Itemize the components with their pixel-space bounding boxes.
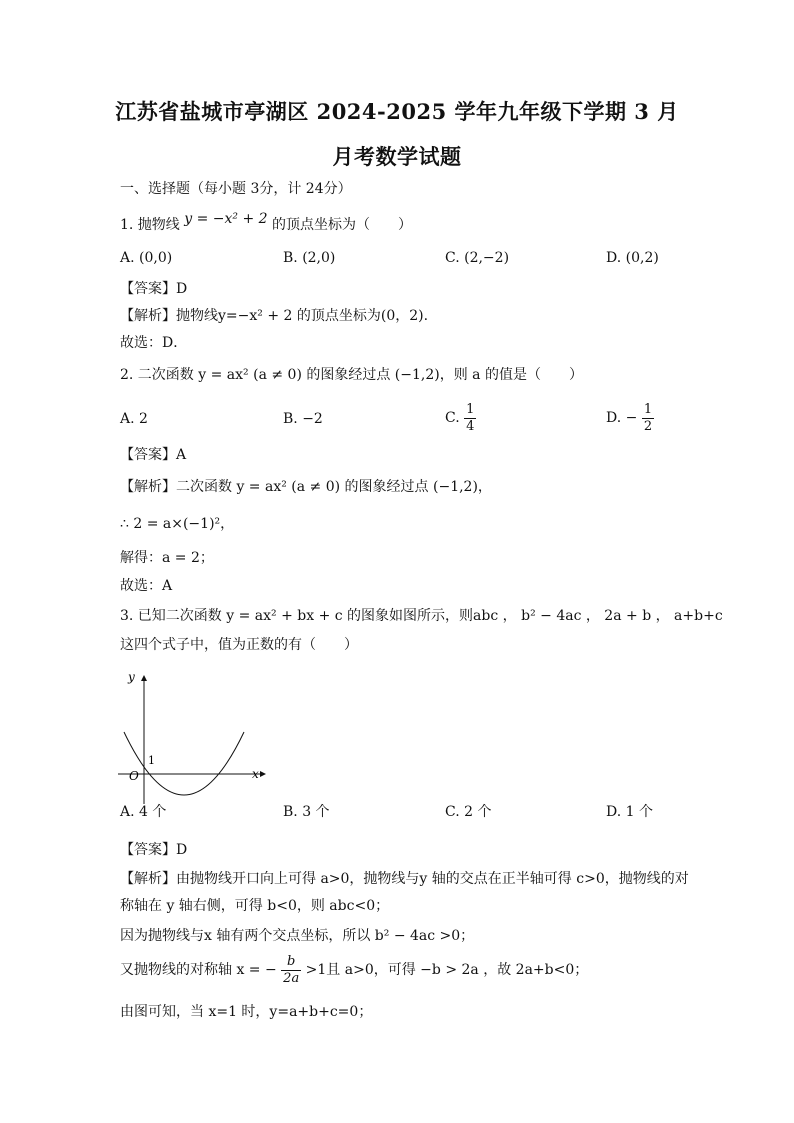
q3-analysis-4-end: >1且 a>0，可得 −b > 2a ，故 2a+b<0；	[305, 962, 589, 978]
x-axis-label: x	[252, 767, 259, 781]
y-axis-label: y	[128, 670, 135, 684]
q1-analysis: 【解析】抛物线y=−x² + 2 的顶点坐标为(0，2).	[120, 308, 429, 324]
question-3-line-1: 3. 已知二次函数 y = ax² + bx + c 的图象如图所示，则abc ， b² − 4ac ， 2a + b ， a+b+c	[120, 608, 723, 624]
q3-analysis-3: 因为抛物线与x 轴有两个交点坐标，所以 b² − 4ac >0；	[120, 928, 475, 944]
q2-option-d-label: D. −	[606, 410, 638, 426]
q2-conclusion: 故选：A	[120, 578, 173, 594]
q3-analysis-4	[120, 952, 588, 988]
q2-option-c-label: C.	[445, 410, 460, 426]
q2-d-numerator: 1	[643, 401, 653, 417]
q1-option-d: D. (0,2)	[606, 250, 659, 266]
origin-label: O	[129, 769, 139, 783]
q1-conclusion: 故选：D．	[120, 335, 188, 351]
q2-step-2: 解得：a = 2；	[120, 550, 214, 566]
q2-d-denominator: 2	[643, 418, 653, 434]
q2-analysis: 【解析】二次函数 y = ax² (a ≠ 0) 的图象经过点 (−1,2)，	[120, 479, 492, 495]
q3-option-a: A. 4 个	[120, 804, 167, 820]
q1-option-c: C. (2,−2)	[445, 250, 510, 266]
q1-option-a: A. (0,0)	[120, 250, 173, 266]
parabola-curve	[124, 732, 244, 795]
q3-option-d: D. 1 个	[606, 804, 653, 820]
parabola-graph	[118, 668, 268, 808]
q1-option-b: B. (2,0)	[283, 250, 336, 266]
q2-option-a: A. 2	[120, 411, 148, 427]
section-heading: 一、选择题（每小题 3分，计 24分）	[120, 181, 352, 197]
title-line-1: 江苏省盐城市亭湖区 2024-2025 学年九年级下学期 3 月	[115, 99, 679, 124]
q3-frac-numerator: b	[281, 954, 301, 971]
q2-option-b: B. −2	[283, 411, 323, 427]
q3-frac-denominator: 2a	[283, 970, 300, 986]
q3-analysis-2: 称轴在 y 轴右侧，可得 b<0，则 abc<0；	[120, 898, 390, 914]
question-3-line-2: 这四个式子中，值为正数的有（ ）	[120, 637, 358, 653]
q2-option-c-fraction	[464, 402, 476, 435]
q1-text-after: 的顶点坐标为（ ）	[272, 217, 413, 233]
q2-c-denominator: 4	[466, 418, 475, 434]
q2-answer: 【答案】A	[120, 447, 187, 463]
q1-formula: y = −x² + 2	[184, 211, 268, 227]
title-line-2: 月考数学试题	[332, 144, 462, 169]
q2-option-c	[445, 400, 476, 436]
q2-option-d	[606, 400, 654, 436]
q3-analysis-4-fraction	[281, 954, 301, 987]
question-1	[120, 211, 413, 234]
q3-option-c: C. 2 个	[445, 804, 492, 820]
q3-analysis-1: 【解析】由抛物线开口向上可得 a>0，抛物线与y 轴的交点在正半轴可得 c>0，抛物线的对	[120, 871, 689, 887]
q2-step-1: ∴ 2 = a×(−1)²，	[120, 516, 235, 532]
q1-answer: 【答案】D	[120, 281, 188, 297]
q3-analysis-5: 由图可知，当 x=1 时，y=a+b+c=0；	[120, 1004, 373, 1020]
q2-option-d-fraction	[642, 402, 654, 435]
q3-option-b: B. 3 个	[283, 804, 330, 820]
q2-c-numerator: 1	[466, 401, 475, 417]
intercept-one-label: 1	[148, 754, 155, 767]
q1-text-before: 1. 抛物线	[120, 217, 180, 233]
q3-answer: 【答案】D	[120, 842, 188, 858]
question-2: 2. 二次函数 y = ax² (a ≠ 0) 的图象经过点 (−1,2)，则 a 的值是（ ）	[120, 367, 583, 383]
q3-analysis-4-start: 又抛物线的对称轴 x = −	[120, 962, 277, 978]
